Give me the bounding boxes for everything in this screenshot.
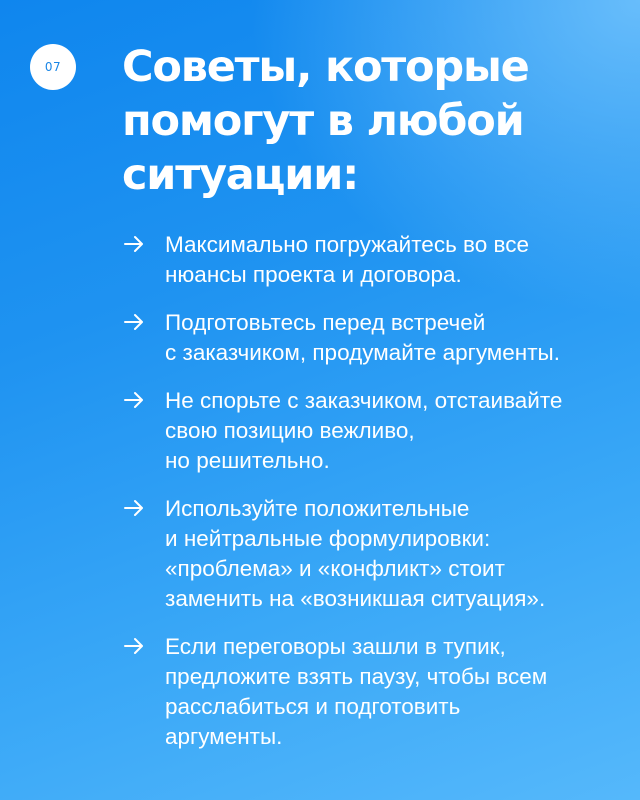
tip-text-line: Не спорьте с заказчиком, отстаивайте xyxy=(165,388,563,413)
slide-number-badge: 07 xyxy=(30,44,76,90)
tip-item xyxy=(122,308,622,368)
tip-text-line: Подготовьтесь перед встречей xyxy=(165,310,486,335)
tip-text-line: расслабиться и подготовить xyxy=(165,694,461,719)
tips-list xyxy=(122,230,622,770)
tip-item xyxy=(122,632,622,752)
slide-title xyxy=(122,40,622,202)
tip-text-line: свою позицию вежливо, xyxy=(165,418,415,443)
tip-text-line: Максимально погружайтесь во все xyxy=(165,232,529,257)
tip-text-line: но решительно. xyxy=(165,448,330,473)
arrow-right-icon xyxy=(122,310,146,334)
arrow-right-icon xyxy=(122,232,146,256)
arrow-right-icon xyxy=(122,388,146,412)
tip-text-line: предложите взять паузу, чтобы всем xyxy=(165,664,548,689)
title-line: помогут в любой xyxy=(122,96,524,146)
tip-text-line: «проблема» и «конфликт» стоит xyxy=(165,556,505,581)
tip-item xyxy=(122,386,622,476)
arrow-right-icon xyxy=(122,634,146,658)
tip-text-line: нюансы проекта и договора. xyxy=(165,262,462,287)
title-line: Советы, которые xyxy=(122,42,529,92)
tip-text-line: аргументы. xyxy=(165,724,283,749)
tip-text-line: заменить на «возникшая ситуация». xyxy=(165,586,546,611)
tip-text-line: и нейтральные формулировки: xyxy=(165,526,491,551)
title-line: ситуации: xyxy=(122,150,359,200)
tip-item xyxy=(122,230,622,290)
tip-text-line: с заказчиком, продумайте аргументы. xyxy=(165,340,560,365)
arrow-right-icon xyxy=(122,496,146,520)
tip-item xyxy=(122,494,622,614)
tip-text-line: Если переговоры зашли в тупик, xyxy=(165,634,506,659)
tip-text-line: Используйте положительные xyxy=(165,496,470,521)
